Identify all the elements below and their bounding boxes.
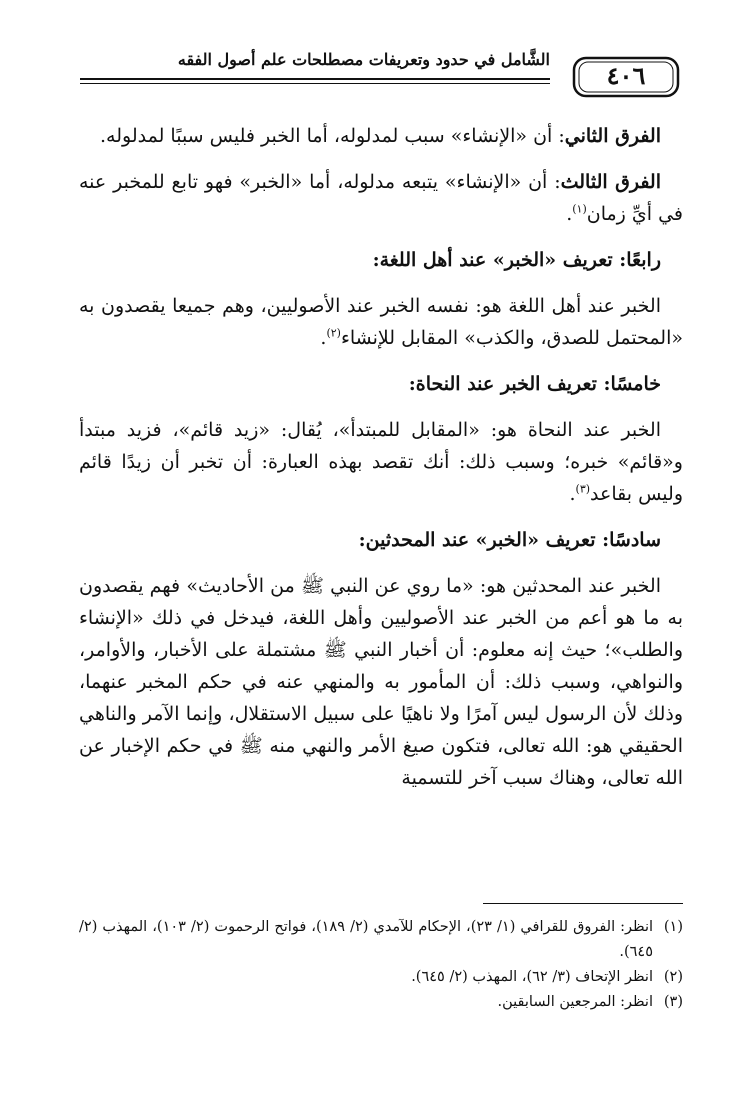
paragraph-text: الخبر عند المحدثين هو: «ما روي عن النبي ﷺ من الأحاديث» فهم يقصدون به ما هو أعم من الخبر عند الأصوليين وأهل اللغة، فيدخل في ذلك «الإنشاء والطلب»؛ حيث إنه معلوم: أن أخبار النبي ﷺ مشتملة على الأخبار، والأوامر، والنواهي، وسبب ذلك: أن المأمور به والمنهي عنه في حكم المخبر عنهما، وذلك لأن الرسول ليس آمرًا ولا ناهيًا على سبيل الاستقلال، وإنما الآمر والناهي الحقيقي هو: الله تعالى، فتكون صيغ الأمر والنهي منه ﷺ في حكم الإخبار عن الله تعالى، وهناك سبب آخر للتسمية [79, 575, 683, 789]
footnote-text: انظر: الفروق للقرافي (١/ ٢٣)، الإحكام للآمدي (٢/ ١٨٩)، فواتح الرحموت (٢/ ١٠٣)، المهذب (٢/ ٦٤٥). [79, 919, 654, 960]
section-heading-6: سادسًا: تعريف «الخبر» عند المحدثين: [358, 529, 661, 551]
paragraph-end: . [569, 483, 576, 505]
footnote-text: انظر الإتحاف (٣/ ٦٢)، المهذب (٢/ ٦٤٥). [411, 969, 653, 985]
footnote-number: (١) [663, 919, 683, 935]
footnote-item [79, 915, 683, 965]
paragraph-hadith-scholars [79, 570, 683, 794]
footnote-ref[interactable]: (٢) [326, 326, 341, 340]
paragraph-end: . [320, 327, 327, 349]
paragraph-text: الخبر عند النحاة هو: «المقابل للمبتدأ»، يُقال: «زيد قائم»، فزيد مبتدأ و«قائم» خبره؛ وسبب ذلك: أنك تقصد بهذه العبارة: أن تخبر أن زيدًا قائم وليس بقاعد [79, 419, 683, 505]
page-number-badge [572, 56, 680, 98]
paragraph-end: . [566, 203, 573, 225]
footnote-item [79, 990, 683, 1015]
paragraph-text: : أن «الإنشاء» يتبعه مدلوله، أما «الخبر» فهو تابع للمخبر عنه في أيِّ زمان [79, 171, 683, 225]
paragraph-third-difference [79, 166, 683, 230]
paragraph-text: الخبر عند أهل اللغة هو: نفسه الخبر عند الأصوليين، وهم جميعا يقصدون به «المحتمل للصدق، والكذب» المقابل للإنشاء [79, 295, 683, 349]
footnote-ref[interactable]: (٣) [575, 482, 591, 496]
footnote-item [79, 965, 683, 990]
page-number: ٤٠٦ [606, 61, 646, 90]
paragraph-linguists [79, 290, 683, 354]
footnote-number: (٣) [663, 994, 683, 1010]
paragraph-second-difference [79, 120, 683, 152]
section-heading-4: رابعًا: تعريف «الخبر» عند أهل اللغة: [372, 249, 661, 271]
book-title: الشَّامل في حدود وتعريفات مصطلحات علم أصول الفقه [177, 50, 550, 69]
header-rule-thin [80, 83, 550, 84]
main-text [79, 120, 683, 800]
footnote-text: انظر: المرجعين السابقين. [497, 994, 653, 1010]
paragraph-lead: الفرق الثالث [560, 171, 661, 193]
header-rule [80, 78, 550, 80]
paragraph-grammarians [79, 414, 683, 510]
footnote-separator [483, 903, 683, 904]
paragraph-lead: الفرق الثاني [564, 125, 661, 147]
running-header [60, 40, 690, 110]
paragraph-text: : أن «الإنشاء» سبب لمدلوله، أما الخبر فليس سببًا لمدلوله. [100, 125, 565, 147]
section-heading-5: خامسًا: تعريف الخبر عند النحاة: [408, 373, 661, 395]
footnote-number: (٢) [663, 969, 683, 985]
footnotes [79, 915, 683, 1015]
footnote-ref[interactable]: (١) [572, 202, 587, 216]
